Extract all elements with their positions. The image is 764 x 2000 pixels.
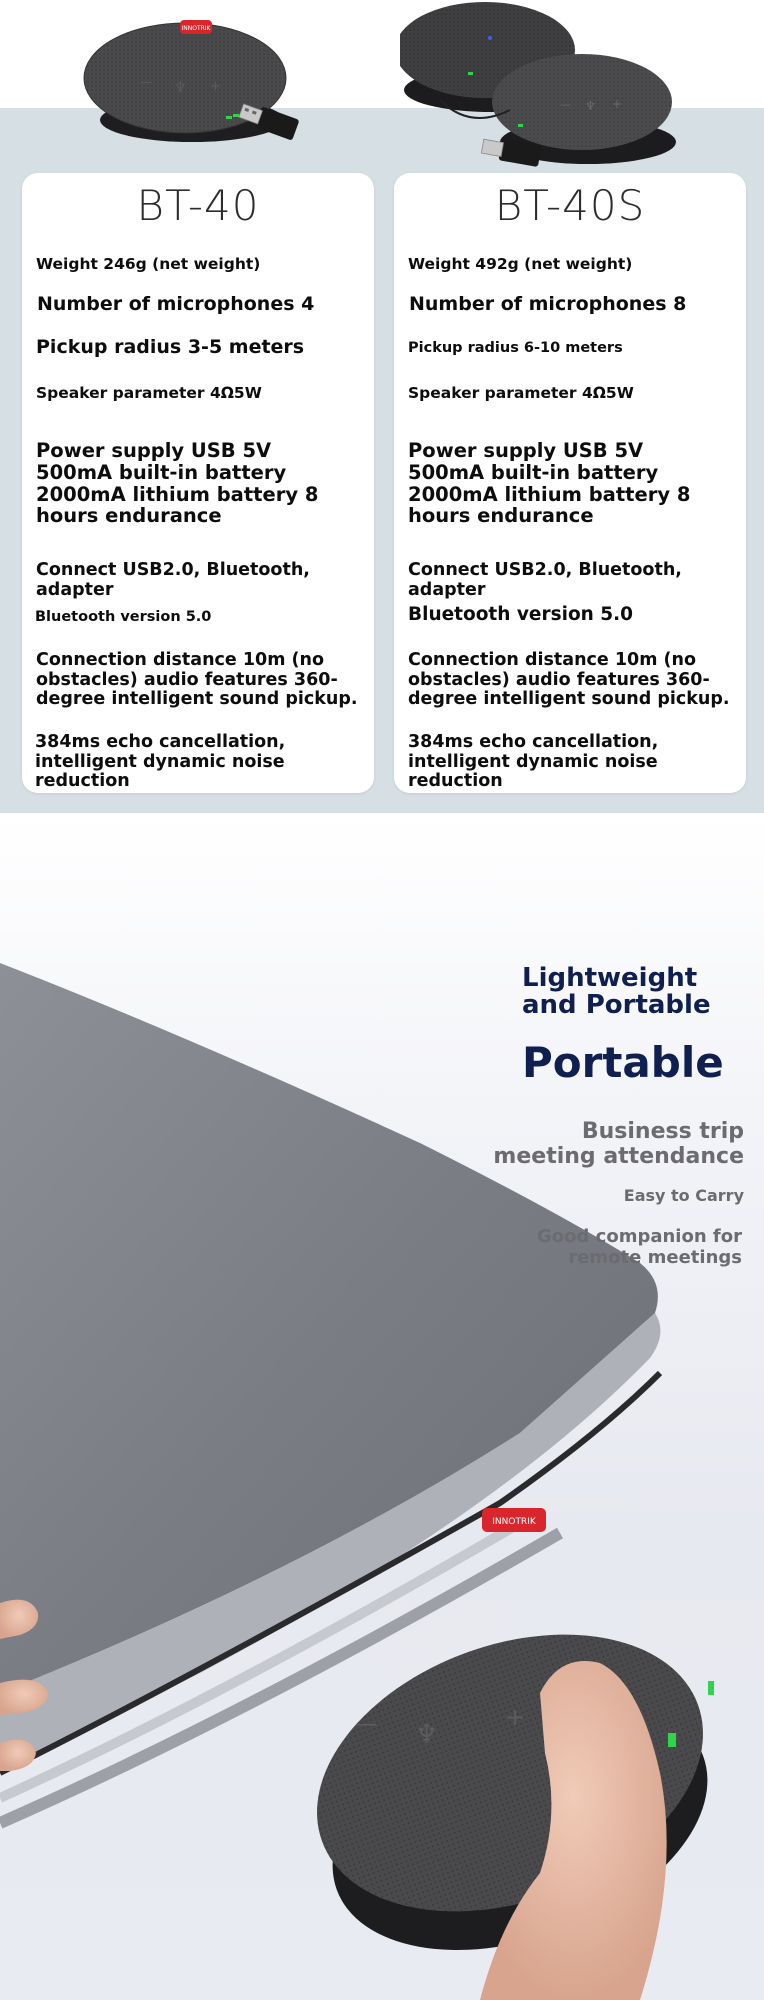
spec-speaker: Speaker parameter 4Ω5W: [408, 384, 634, 402]
model-title: BT-40: [136, 181, 260, 230]
spec-weight: Weight 492g (net weight): [408, 255, 633, 273]
bt40s-product-image: [400, 0, 700, 172]
line-easy-carry: Easy to Carry: [623, 1186, 744, 1205]
line-business-trip: Business trip meeting attendance: [493, 1119, 744, 1170]
spec-card-bt40: [22, 173, 374, 793]
spec-power: Power supply USB 5V 500mA built-in battery 2000mA lithium battery 8 hours endurance: [36, 439, 319, 528]
spec-echo: 384ms echo cancellation, intelligent dynamic noise reduction: [408, 732, 659, 792]
svg-text:♆: ♆: [415, 1720, 439, 1750]
svg-text:♆: ♆: [585, 99, 596, 113]
spec-connect: Connect USB2.0, Bluetooth, adapter: [408, 560, 682, 600]
lifestyle-section: [0, 813, 764, 2000]
brand-logo-text: INNOTRIK: [492, 1517, 536, 1527]
svg-text:+: +: [612, 97, 623, 111]
svg-text:—: —: [355, 1712, 377, 1737]
spec-pickup-radius: Pickup radius 6-10 meters: [408, 340, 623, 356]
spec-weight: Weight 246g (net weight): [36, 255, 261, 273]
headline-portable: Portable: [522, 1038, 724, 1087]
spec-microphones: Number of microphones 8: [409, 293, 687, 315]
model-title: BT-40S: [494, 181, 646, 230]
headline-lightweight: Lightweight and Portable: [522, 963, 711, 1021]
svg-text:—: —: [140, 75, 152, 89]
line-good-companion: Good companion for remote meetings: [537, 1226, 742, 1268]
spec-bluetooth: Bluetooth version 5.0: [35, 609, 212, 625]
spec-echo: 384ms echo cancellation, intelligent dynamic noise reduction: [35, 732, 286, 792]
spec-power: Power supply USB 5V 500mA built-in battery 2000mA lithium battery 8 hours endurance: [408, 439, 691, 528]
svg-text:+: +: [210, 79, 221, 94]
svg-text:+: +: [505, 1703, 526, 1731]
svg-text:—: —: [560, 98, 571, 111]
spec-speaker: Speaker parameter 4Ω5W: [36, 384, 262, 402]
svg-text:INNOTRIK: INNOTRIK: [181, 25, 211, 32]
spec-pickup-radius: Pickup radius 3-5 meters: [36, 336, 305, 358]
spec-connect: Connect USB2.0, Bluetooth, adapter: [36, 560, 310, 600]
spec-bluetooth: Bluetooth version 5.0: [408, 604, 634, 625]
spec-distance: Connection distance 10m (no obstacles) audio features 360-degree intelligent sound pickup.: [36, 650, 358, 710]
spec-card-bt40s: [394, 173, 746, 793]
spec-distance: Connection distance 10m (no obstacles) audio features 360-degree intelligent sound pickup.: [408, 650, 730, 710]
bt40-product-image: [70, 8, 340, 153]
svg-text:♆: ♆: [174, 80, 187, 96]
spec-microphones: Number of microphones 4: [37, 293, 315, 315]
